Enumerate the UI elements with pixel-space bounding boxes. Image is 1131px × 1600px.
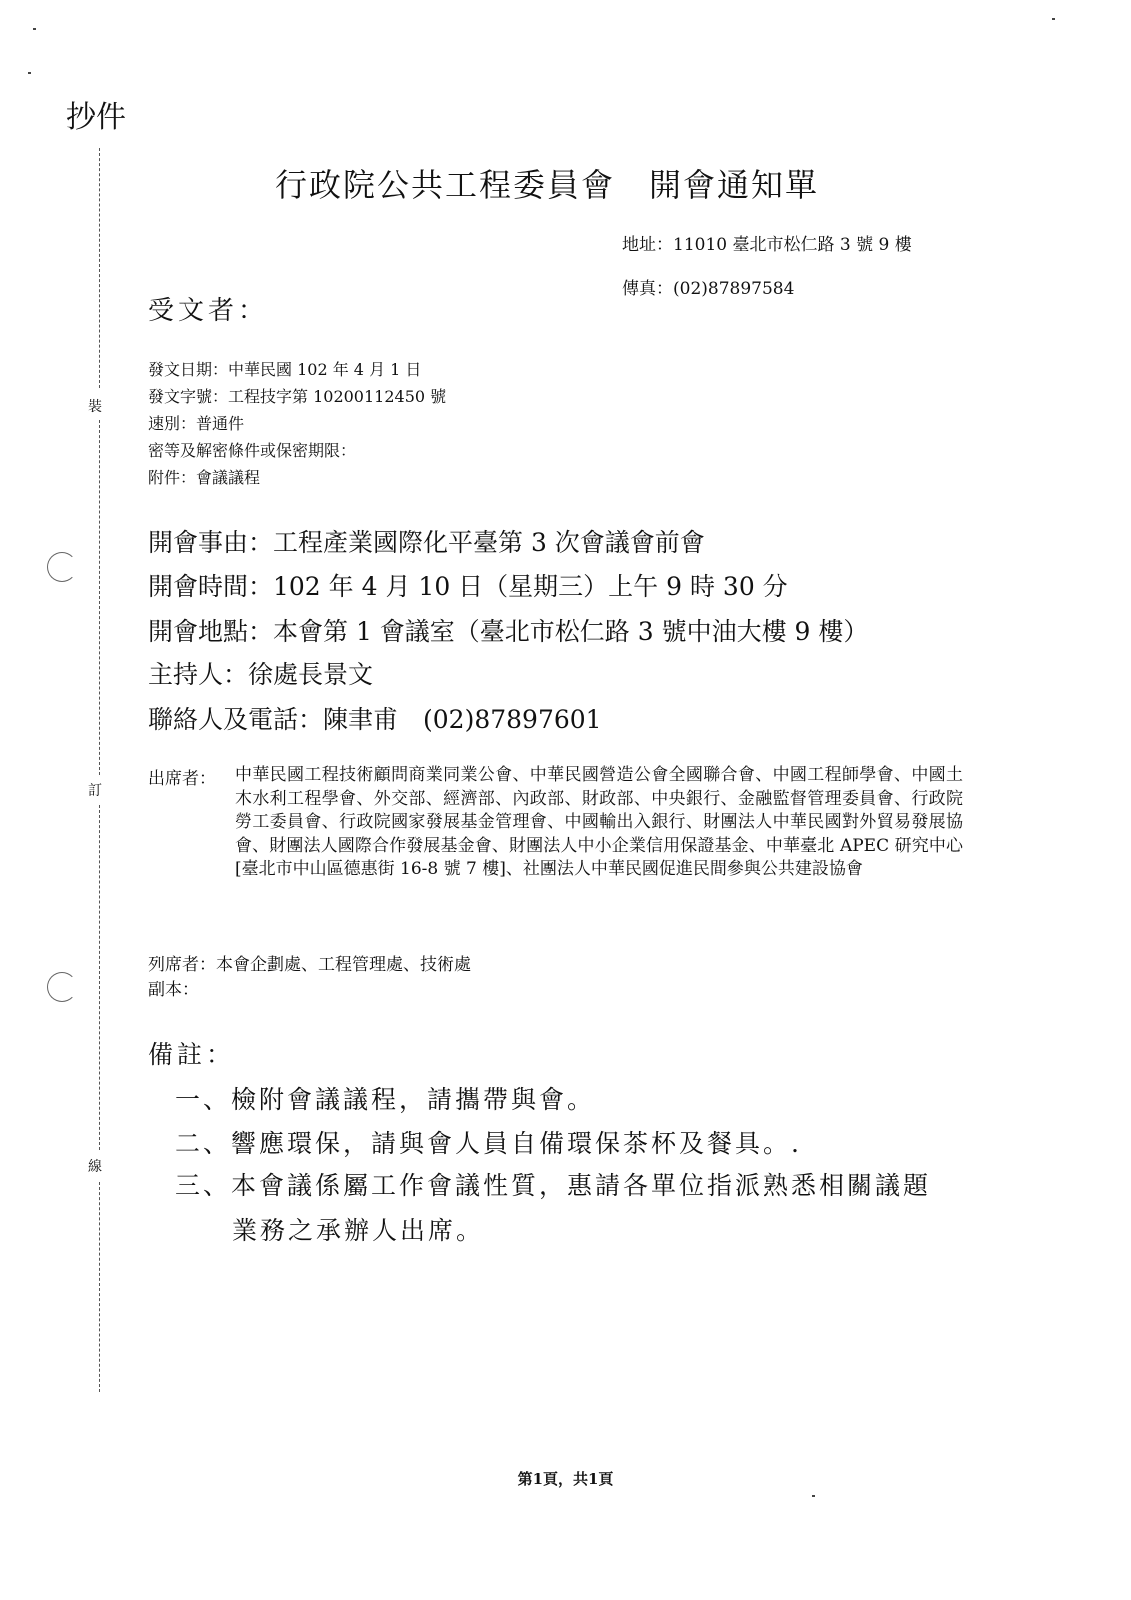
copies: 副本：	[148, 980, 199, 1000]
binding-line	[99, 420, 100, 775]
document-number: 發文字號：工程技字第 10200112450 號	[148, 387, 447, 406]
scan-speck	[28, 72, 31, 74]
scan-speck	[812, 1495, 815, 1497]
binding-line	[99, 148, 100, 388]
binding-mark-ding: 訂	[88, 783, 102, 799]
note-item-continued: 業務之承辦人出席。	[232, 1216, 485, 1245]
notes-title: 備註：	[148, 1040, 236, 1069]
note-item: 三、本會議係屬工作會議性質，惠請各單位指派熟悉相關議題	[175, 1171, 932, 1200]
binding-mark-zhuang: 裝	[88, 399, 102, 415]
meeting-chair: 主持人：徐處長景文	[148, 660, 374, 689]
copy-stamp: 抄件	[66, 100, 126, 135]
note-item: 二、響應環保，請與會人員自備環保茶杯及餐具。.	[175, 1129, 802, 1158]
punch-hole	[47, 972, 77, 1002]
document-title: 行政院公共工程委員會 開會通知單	[275, 166, 820, 204]
recipient: 受文者：	[148, 296, 269, 326]
binding-mark-xian: 線	[88, 1159, 102, 1175]
page-number: 第1頁，共1頁	[517, 1470, 614, 1488]
binding-line	[99, 1182, 100, 1392]
attachment: 附件：會議議程	[148, 468, 261, 487]
meeting-place: 開會地點：本會第 1 會議室（臺北市松仁路 3 號中油大樓 9 樓）	[148, 617, 869, 646]
fax: 傳真：(02)87897584	[622, 279, 795, 299]
classification: 密等及解密條件或保密期限：	[148, 441, 357, 460]
meeting-time: 開會時間：102 年 4 月 10 日（星期三）上午 9 時 30 分	[148, 572, 788, 601]
attendees-list: 中華民國工程技術顧問商業同業公會、中華民國營造公會全國聯合會、中國工程師學會、中國土木水利工程學會、外交部、經濟部、內政部、財政部、中央銀行、金融監督管理委員會、行政院勞工委員會、行政院國家發展基金管理會、中國輸出入銀行、財團法人中華民國對外貿易發展協會、財團法人國際合作發展基金會、財團法人中小企業信用保證基金、中華臺北 APEC 研究中心[臺北市中山區德惠街 16-8 號 7 樓]、社團法人中華民國促進民間參與公共建設協會	[235, 765, 963, 879]
binding-line	[99, 805, 100, 1150]
urgency: 速別：普通件	[148, 414, 245, 433]
observers: 列席者：本會企劃處、工程管理處、技術處	[148, 955, 471, 975]
attendees-label: 出席者：	[148, 769, 216, 789]
issue-date: 發文日期：中華民國 102 年 4 月 1 日	[148, 360, 422, 379]
scan-speck	[1052, 18, 1055, 20]
meeting-subject: 開會事由：工程產業國際化平臺第 3 次會議會前會	[148, 528, 705, 557]
meeting-contact: 聯絡人及電話：陳聿甫 (02)87897601	[148, 705, 602, 734]
note-item: 一、檢附會議議程，請攜帶與會。	[175, 1085, 596, 1114]
address: 地址：11010 臺北市松仁路 3 號 9 樓	[622, 235, 912, 255]
punch-hole	[47, 552, 77, 582]
scan-speck	[33, 28, 36, 30]
